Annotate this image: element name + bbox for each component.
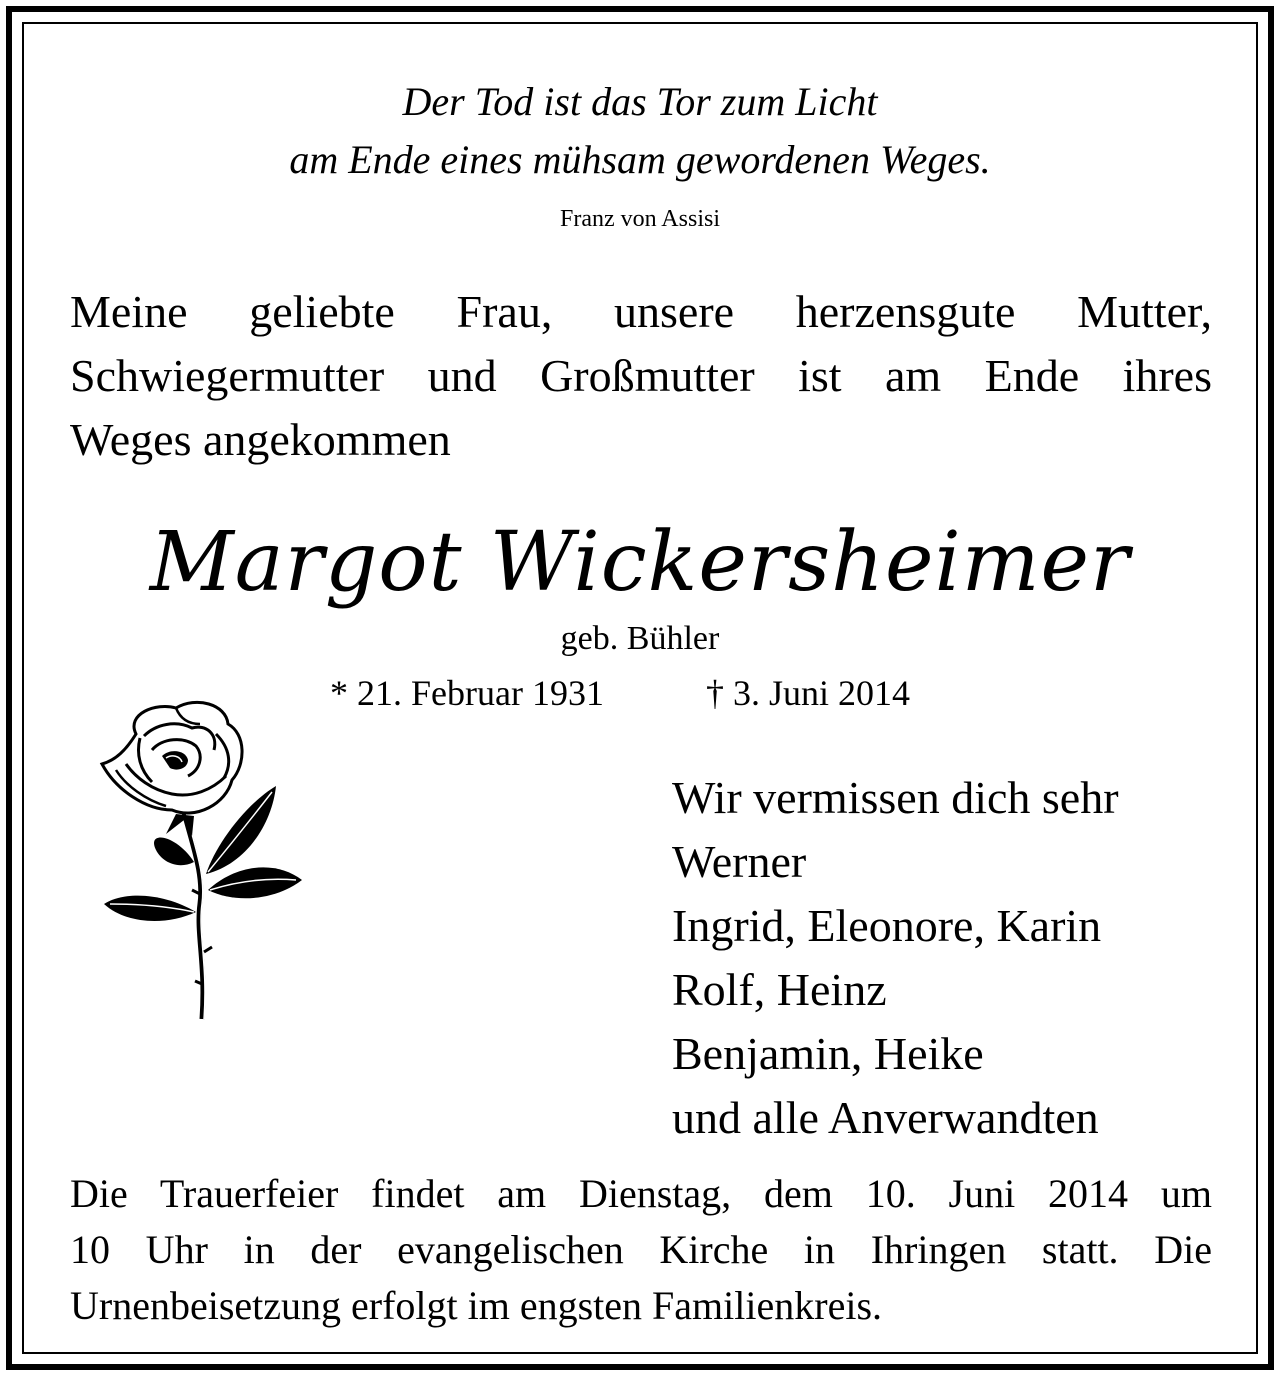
rose-icon [96, 694, 306, 1024]
family-line-3: Ingrid, Eleonore, Karin [672, 900, 1102, 951]
intro-line-1: Meine geliebte Frau, unsere herzensgute Mutter, [70, 286, 1212, 337]
closing-line-2: 10 Uhr in der evangelischen Kirche in Ihringen statt. Die [70, 1227, 1212, 1272]
deceased-name: Margot Wickersheimer [149, 515, 1131, 610]
quote-line-2: am Ende eines mühsam gewordenen Weges. [289, 137, 991, 182]
family-line-5: Benjamin, Heike [672, 1028, 984, 1079]
birth-date: * 21. Februar 1931 [330, 673, 604, 713]
family-line-4: Rolf, Heinz [672, 964, 887, 1015]
maiden-name: geb. Bühler [560, 620, 720, 657]
family-line-2: Werner [672, 836, 807, 887]
quote-author: Franz von Assisi [559, 206, 720, 232]
closing-line-3: Urnenbeisetzung erfolgt im engsten Familienkreis. [70, 1283, 883, 1328]
family-line-1: Wir vermissen dich sehr [672, 772, 1119, 823]
intro-line-3: Weges angekommen [70, 414, 451, 465]
quote-line-1: Der Tod ist das Tor zum Licht [402, 79, 878, 124]
death-date: † 3. Juni 2014 [706, 673, 911, 713]
closing-line-1: Die Trauerfeier findet am Dienstag, dem 10. Juni 2014 um [70, 1171, 1212, 1216]
funeral-notice [70, 1166, 1212, 1334]
intro-text [70, 280, 1212, 472]
family-line-6: und alle Anverwandten [672, 1092, 1099, 1143]
family-signatures [672, 766, 1119, 1150]
intro-line-2: Schwiegermutter und Großmutter ist am Ende ihres [70, 350, 1212, 401]
